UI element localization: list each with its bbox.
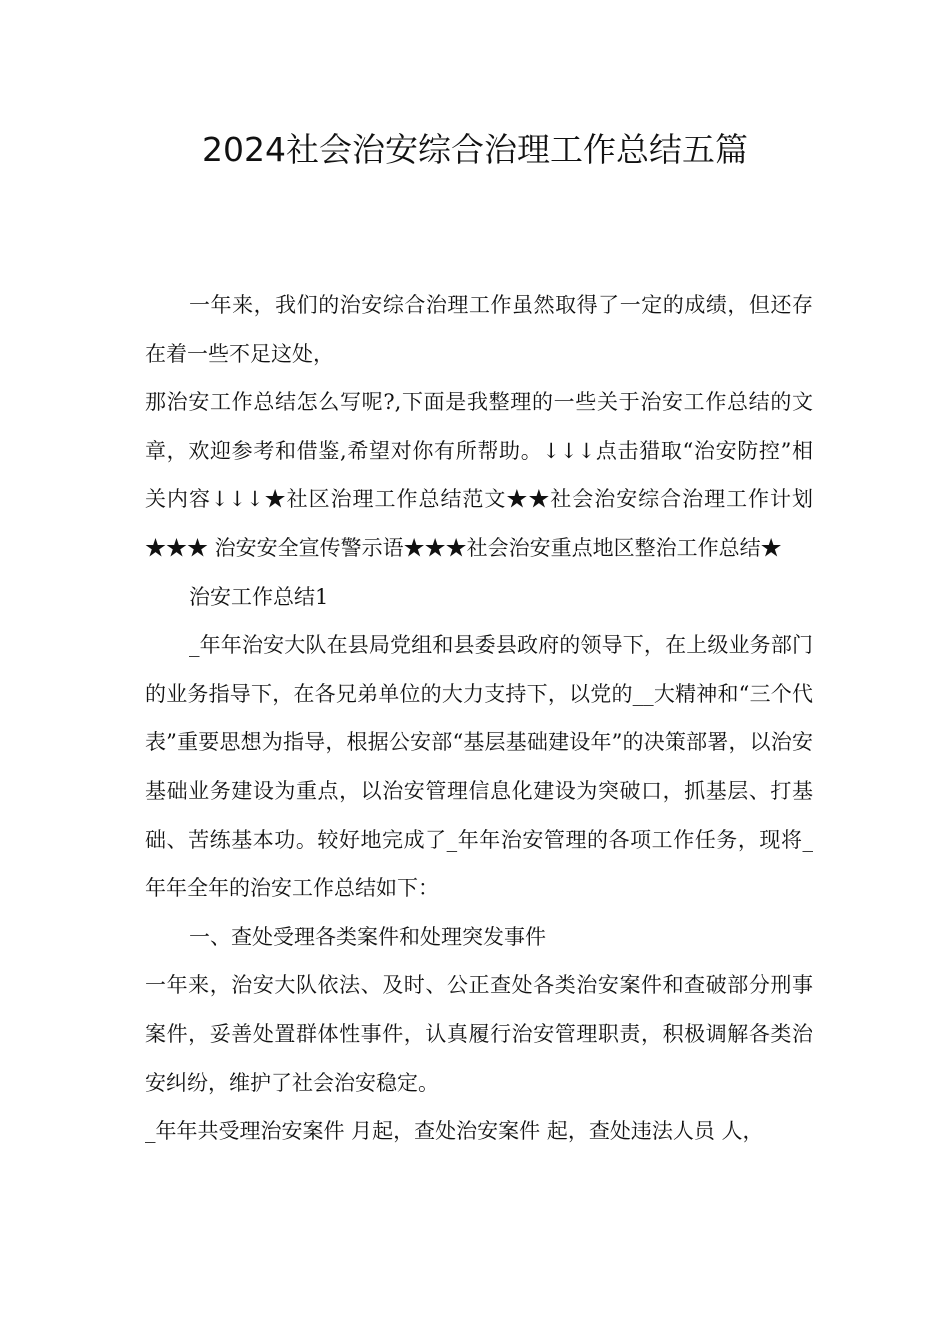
paragraph-summary-body: _年年治安大队在县局党组和县委县政府的领导下，在上级业务部门的业务指导下，在各兄弟单位的大力支持下，以党的__大精神和“三个代表”重要思想为指导，根据公安部“基层基础建设年”的决策部署，以治安基础业务建设为重点，以治安管理信息化建设为突破口，抓基层、打基础、苦练基本功。较好地完成了_年年治安管理的各项工作任务，现将_年年全年的治安工作总结如下：	[145, 633, 813, 901]
section-heading-case-handling: 一、查处受理各类案件和处理突发事件	[189, 924, 546, 949]
paragraph-related-links: 那治安工作总结怎么写呢?,下面是我整理的一些关于治安工作总结的文章，欢迎参考和借鉴,希望对你有所帮助。↓↓↓点击猎取“治安防控”相关内容↓↓↓★社区治理工作总结范文★★社会治安综合治理工作计划★★★ 治安安全宣传警示语★★★社会治安重点地区整治工作总结★	[145, 390, 813, 560]
section-heading-summary-1: 治安工作总结1	[189, 584, 329, 609]
paragraph-intro: 一年来，我们的治安综合治理工作虽然取得了一定的成绩，但还存在着一些不足这处，	[145, 293, 813, 366]
document-body	[145, 281, 813, 1156]
document-title: 2024社会治安综合治理工作总结五篇	[202, 130, 748, 169]
paragraph-case-handling: 一年来，治安大队依法、及时、公正查处各类治安案件和查破部分刑事案件，妥善处置群体性事件，认真履行治安管理职责，积极调解各类治安纠纷，维护了社会治安稳定。	[145, 973, 813, 1095]
paragraph-case-stats: _年年共受理治安案件 月起，查处治安案件 起，查处违法人员 人，	[145, 1119, 764, 1144]
